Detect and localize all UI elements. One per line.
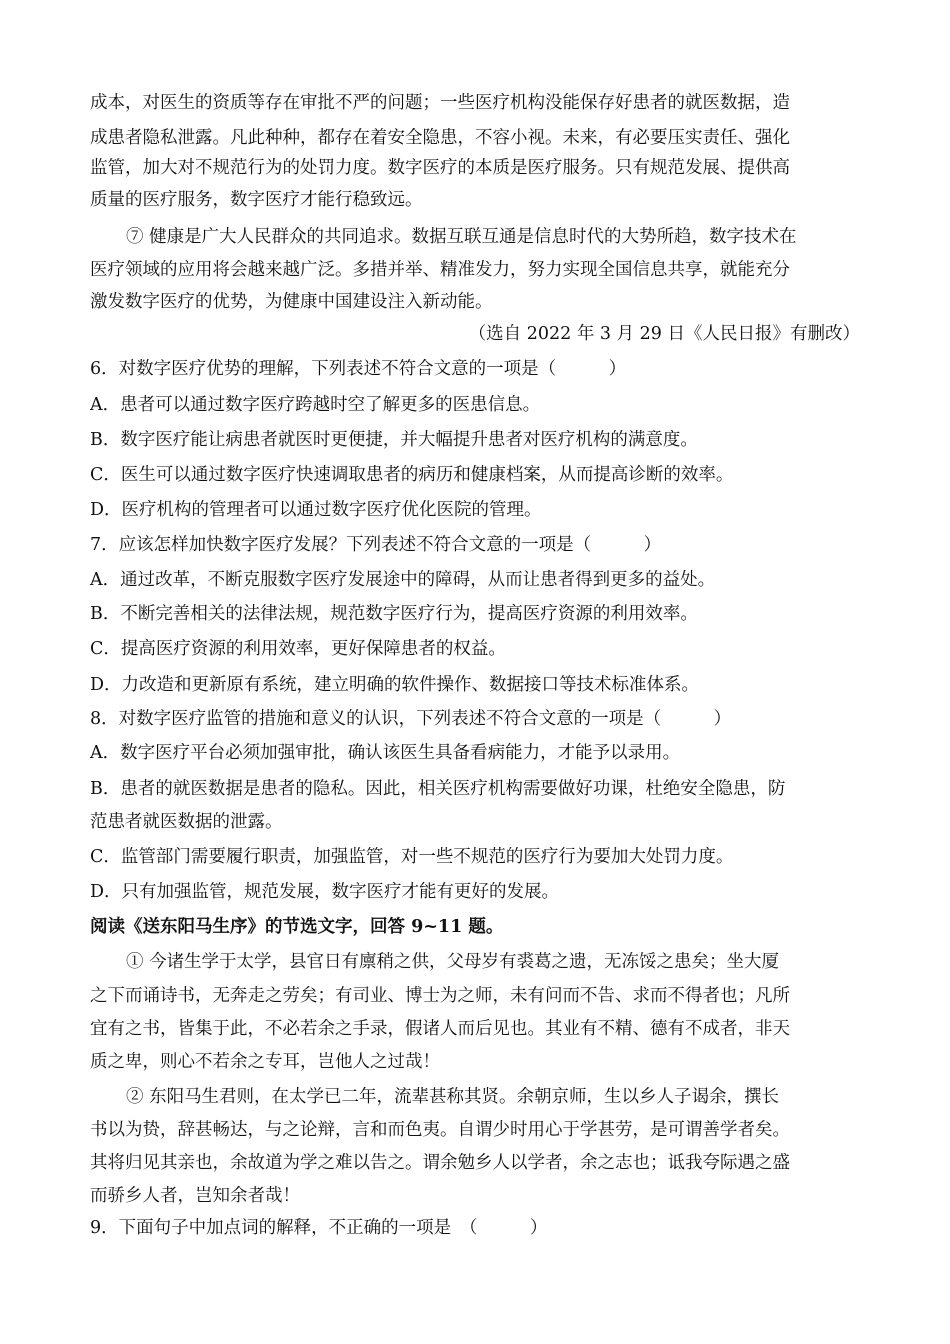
- q7-option-d: D．力改造和更新原有系统，建立明确的软件操作、数据接口等技术标准体系。: [90, 675, 700, 695]
- text-line: 书以为贽，辞甚畅达，与之论辩，言和而色夷。自谓少时用心于学甚劳，是可谓善学者矣。: [90, 1120, 790, 1140]
- text-line: 监管，加大对不规范行为的处罚力度。数字医疗的本质是医疗服务。只有规范发展、提供高: [90, 158, 790, 178]
- q8-option-c: C．监管部门需要履行职责，加强监管，对一些不规范的医疗行为要加大处罚力度。: [90, 847, 734, 867]
- q6-option-b: B．数字医疗能让病患者就医时更便捷，并大幅提升患者对医疗机构的满意度。: [90, 430, 698, 450]
- text-line: 质量的医疗服务，数字医疗才能行稳致远。: [90, 190, 423, 210]
- q7-option-b: B．不断完善相关的法律法规，规范数字医疗行为，提高医疗资源的利用效率。: [90, 604, 698, 624]
- text-line: 其将归见其亲也，余故道为学之难以告之。谓余勉乡人以学者，余之志也；诋我夸际遇之盛: [90, 1153, 790, 1173]
- text-line: 医疗领域的应用将会越来越广泛。多措并举、精准发力，努力实现全国信息共享，就能充分: [90, 260, 790, 280]
- q8-option-b: B．患者的就医数据是患者的隐私。因此，相关医疗机构需要做好功课，杜绝安全隐患，防: [90, 779, 786, 799]
- question-8: 8．对数字医疗监管的措施和意义的认识，下列表述不符合文意的一项是（ ）: [90, 709, 732, 729]
- question-7: 7．应该怎样加快数字医疗发展？下列表述不符合文意的一项是（ ）: [90, 535, 662, 555]
- q6-option-d: D．医疗机构的管理者可以通过数字医疗优化医院的管理。: [90, 500, 542, 520]
- passage-paragraph-1: ① 今诸生学于太学，县官日有廪稍之供，父母岁有裘葛之遗，无冻馁之患矣；坐大厦: [126, 952, 780, 972]
- question-6: 6．对数字医疗优势的理解，下列表述不符合文意的一项是（ ）: [90, 359, 627, 379]
- q8-option-b-cont: 范患者就医数据的泄露。: [90, 812, 283, 832]
- question-9: 9．下面句子中加点词的解释，不正确的一项是 （ ）: [90, 1218, 548, 1238]
- q7-option-a: A．通过改革，不断克服数字医疗发展途中的障碍，从而让患者得到更多的益处。: [90, 570, 716, 590]
- reading-instruction: 阅读《送东阳马生序》的节选文字，回答 9~11 题。: [90, 917, 504, 937]
- text-line: 之下而诵诗书，无奔走之劳矣；有司业、博士为之师，未有问而不告、求而不得者也；凡所: [90, 986, 790, 1006]
- text-line: 成患者隐私泄露。凡此种种，都存在着安全隐患，不容小视。未来，有必要压实责任、强化: [90, 128, 790, 148]
- text-line: 成本，对医生的资质等存在审批不严的问题；一些医疗机构没能保存好患者的就医数据，造: [90, 93, 790, 113]
- q7-option-c: C．提高医疗资源的利用效率，更好保障患者的权益。: [90, 639, 506, 659]
- q8-option-d: D．只有加强监管，规范发展，数字医疗才能有更好的发展。: [90, 882, 560, 902]
- text-line: 质之卑，则心不若余之专耳，岂他人之过哉！: [90, 1052, 440, 1072]
- source-citation: （选自 2022 年 3 月 29 日《人民日报》有删改）: [468, 324, 860, 344]
- text-line: 激发数字医疗的优势，为健康中国建设注入新动能。: [90, 292, 493, 312]
- q6-option-c: C．医生可以通过数字医疗快速调取患者的病历和健康档案，从而提高诊断的效率。: [90, 465, 734, 485]
- q8-option-a: A．数字医疗平台必须加强审批，确认该医生具备看病能力，才能予以录用。: [90, 743, 681, 763]
- q6-option-a: A．患者可以通过数字医疗跨越时空了解更多的医患信息。: [90, 395, 541, 415]
- paragraph-7-start: ⑦ 健康是广大人民群众的共同追求。数据互联互通是信息时代的大势所趋，数字技术在: [126, 227, 797, 247]
- passage-paragraph-2: ② 东阳马生君则，在太学已二年，流辈甚称其贤。余朝京师，生以乡人子谒余，撰长: [126, 1087, 780, 1107]
- text-line: 宜有之书，皆集于此，不必若余之手录，假诸人而后见也。其业有不精、德有不成者，非天: [90, 1019, 790, 1039]
- text-line: 而骄乡人者，岂知余者哉！: [90, 1186, 300, 1206]
